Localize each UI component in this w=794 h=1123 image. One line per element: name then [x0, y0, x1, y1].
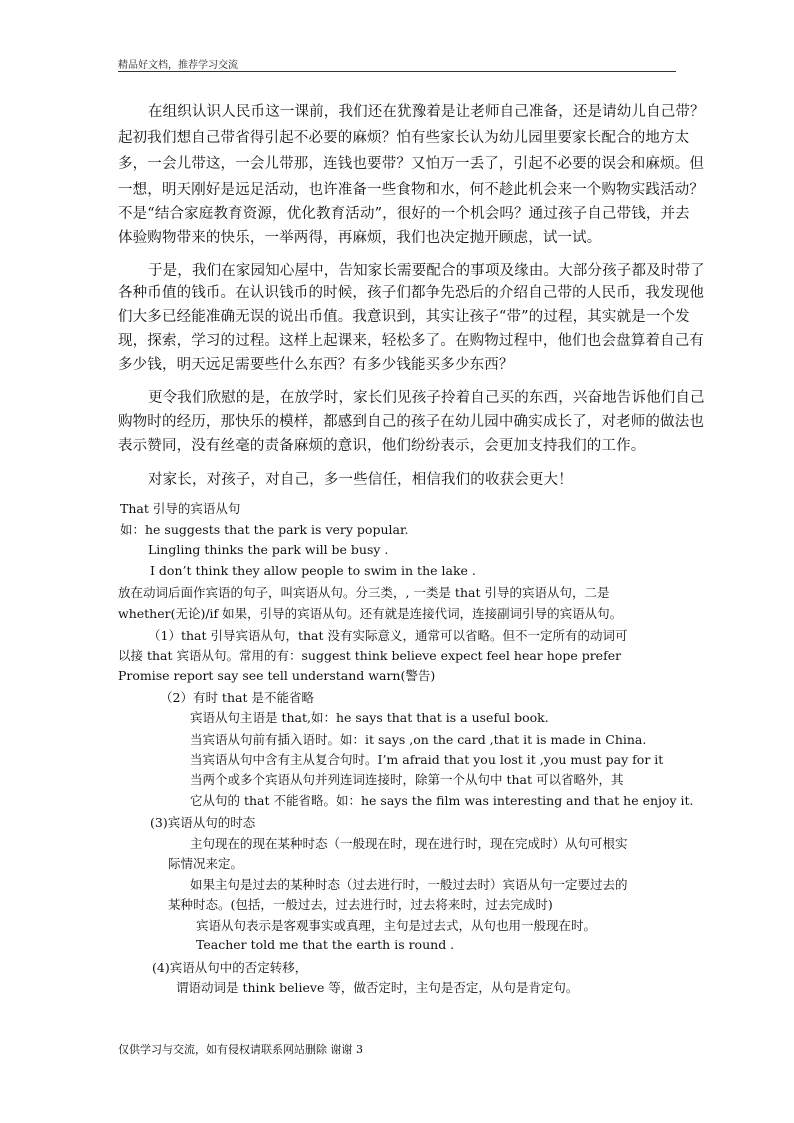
grammar-line: 谓语动词是 think believe 等，做否定时，主句是否定，从句是肯定句。	[176, 980, 579, 995]
paragraph-line: 现，探索，学习的过程。这样上起课来，轻松多了。在购物过程中，他们也会盘算着自己有	[118, 333, 704, 349]
paragraph-line: 多，一会儿带这，一会儿带那，连钱也要带？又怕万一丢了，引起不必要的误会和麻烦。但	[118, 156, 704, 172]
grammar-line: Teacher told me that the earth is round .	[196, 937, 455, 952]
grammar-line: 如果主句是过去的某种时态（过去进行时，一般过去时）宾语从句一定要过去的	[190, 877, 628, 892]
paragraph-line: 体验购物带来的快乐，一举两得，再麻烦，我们也决定抛开顾虑，试一试。	[118, 230, 602, 246]
grammar-title: That 引导的宾语从句	[120, 501, 241, 516]
paragraph-line: 们大多已经能准确无误的说出币值。我意识到，其实让孩子“带”的过程，其实就是一个发	[118, 309, 690, 325]
grammar-line: Promise report say see tell understand warn(警告)	[118, 668, 436, 683]
grammar-line: 主句现在的现在某种时态（一般现在时，现在进行时，现在完成时）从句可根实	[190, 836, 628, 851]
paragraph-line: 一想，明天刚好是远足活动，也许准备一些食物和水，何不趁此机会来一个购物实践活动？	[118, 182, 704, 198]
grammar-line: 当宾语从句中含有主从复合句时。I’m afraid that you lost it ,you must pay for it	[190, 752, 664, 767]
paragraph-line: 购物时的经历，那快乐的模样，都感到自己的孩子在幼儿园中确实成长了，对老师的做法也	[118, 414, 704, 430]
paragraph-line: 对家长，对孩子，对自己，多一些信任，相信我们的收获会更大！	[148, 472, 573, 488]
grammar-subheading: （2）有时 that 是不能省略	[160, 690, 314, 705]
grammar-subheading: (4)宾语从句中的否定转移，	[152, 960, 308, 975]
header-rule	[118, 71, 676, 72]
grammar-line: 它从句的 that 不能省略。如：he says the film was interesting and that he enjoy it.	[190, 793, 694, 808]
grammar-line: whether(无论)/if 如果，引导的宾语从句。还有就是连接代词，连接副词引导的宾语从句。	[118, 606, 623, 621]
grammar-subheading: (3)宾语从句的时态	[150, 815, 256, 830]
grammar-line: 如：he suggests that the park is very popular.	[120, 522, 409, 537]
grammar-line: Lingling thinks the park will be busy .	[148, 542, 389, 557]
page-header: 精品好文档，推荐学习交流	[118, 60, 238, 71]
paragraph-line: 多少钱，明天远足需要些什么东西？有多少钱能买多少东西？	[118, 357, 514, 373]
paragraph-line: 在组织认识人民币这一课前，我们还在犹豫着是让老师自己准备，还是请幼儿自己带？	[148, 104, 705, 120]
paragraph-line: 更令我们欣慰的是，在放学时，家长们见孩子拎着自己买的东西，兴奋地告诉他们自己	[148, 390, 705, 406]
page-footer: 仅供学习与交流，如有侵权请联系网站删除 谢谢 3	[118, 1043, 363, 1056]
grammar-line: 际情况来定。	[168, 856, 244, 871]
paragraph-line: 表示赞同，没有丝毫的责备麻烦的意识，他们纷纷表示，会更加支持我们的工作。	[118, 438, 646, 454]
grammar-line: 以接 that 宾语从句。常用的有：suggest think believe expect feel hear hope prefer	[118, 648, 622, 663]
paragraph-line: 不是“结合家庭教育资源，优化教育活动”，很好的一个机会吗？通过孩子自己带钱，并去	[118, 206, 690, 222]
grammar-line: I don’t think they allow people to swim in the lake .	[150, 563, 476, 578]
paragraph-line: 起初我们想自己带省得引起不必要的麻烦？怕有些家长认为幼儿园里要家长配合的地方太	[118, 130, 690, 146]
paragraph-line: 各种币值的钱币。在认识钱币的时候，孩子们都争先恐后的介绍自己带的人民币，我发现他	[118, 285, 704, 301]
paragraph-line: 于是，我们在家园知心屋中，告知家长需要配合的事项及缘由。大部分孩子都及时带了	[148, 263, 705, 279]
grammar-line: 当两个或多个宾语从句并列连词连接时，除第一个从句中 that 可以省略外，其	[190, 772, 624, 787]
grammar-line: 宾语从句表示是客观事实或真理，主句是过去式，从句也用一般现在时。	[196, 918, 597, 933]
grammar-line: 放在动词后面作宾语的句子，叫宾语从句。分三类，, 一类是 that 引导的宾语从句，二是	[118, 585, 610, 600]
grammar-line: 某种时态。(包括，一般过去，过去进行时，过去将来时，过去完成时)	[168, 897, 553, 912]
grammar-line: （1）that 引导宾语从句，that 没有实际意义，通常可以省略。但不一定所有的动词可	[148, 628, 628, 643]
grammar-line: 宾语从句主语是 that,如：he says that that is a useful book.	[190, 710, 549, 725]
grammar-line: 当宾语从句前有插入语时。如：it says ,on the card ,that it is made in China.	[190, 732, 647, 747]
